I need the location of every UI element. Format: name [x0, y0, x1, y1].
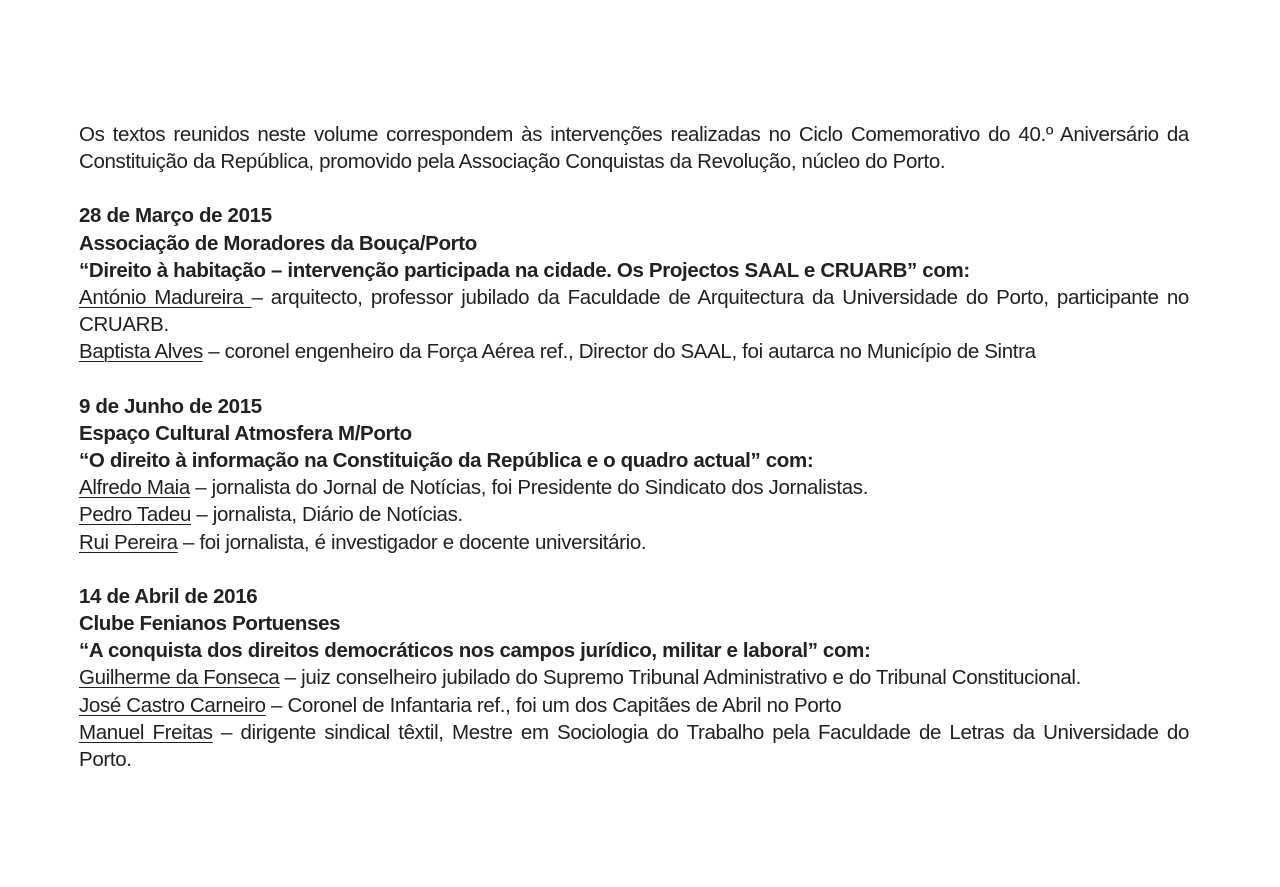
speaker-description: – foi jornalista, é investigador e docente universitário.: [177, 530, 647, 554]
session-date: 14 de Abril de 2016: [79, 584, 258, 608]
speaker-description: – juiz conselheiro jubilado do Supremo Tribunal Administrativo e do Tribunal Constitucional.: [279, 666, 1081, 690]
speaker-name: Baptista Alves: [79, 340, 203, 364]
speaker-entry: [79, 664, 1189, 691]
speaker-name: António Madureira: [79, 286, 252, 310]
speaker-description: – dirigente sindical têxtil, Mestre em Sociologia do Trabalho pela Faculdade de Letras da Universidade do Porto.: [79, 720, 1189, 772]
speaker-entry: [79, 692, 1189, 719]
session-3: [79, 583, 1189, 773]
speaker-entry: [79, 338, 1189, 365]
session-date: 28 de Março de 2015: [79, 204, 272, 228]
speaker-name: Manuel Freitas: [79, 720, 213, 744]
intro-paragraph: Os textos reunidos neste volume correspondem às intervenções realizadas no Ciclo Comemorativo do 40.º Aniversário da Constituição da República, promovido pela Associação Conquistas da Revolução, núcleo do Porto.: [79, 123, 1189, 174]
session-title: “A conquista dos direitos democráticos nos campos jurídico, militar e laboral” com:: [79, 639, 871, 663]
session-title: “O direito à informação na Constituição da República e o quadro actual” com:: [79, 449, 814, 473]
speaker-description: – coronel engenheiro da Força Aérea ref., Director do SAAL, foi autarca no Município de Sintra: [202, 340, 1036, 364]
speaker-entry: [79, 474, 1189, 501]
session-2: [79, 393, 1189, 556]
speaker-description: – Coronel de Infantaria ref., foi um dos Capitães de Abril no Porto: [265, 693, 842, 717]
speaker-name: José Castro Carneiro: [79, 693, 266, 717]
speaker-entry: [79, 529, 1189, 556]
speaker-description: – jornalista, Diário de Notícias.: [191, 503, 463, 527]
speaker-name: Guilherme da Fonseca: [79, 666, 280, 690]
session-venue: Associação de Moradores da Bouça/Porto: [79, 231, 477, 255]
session-venue: Clube Fenianos Portuenses: [79, 612, 341, 636]
session-1: [79, 202, 1189, 365]
session-title: “Direito à habitação – intervenção participada na cidade. Os Projectos SAAL e CRUARB” com:: [79, 258, 970, 282]
speaker-entry: [79, 284, 1189, 338]
speaker-name: Pedro Tadeu: [79, 503, 192, 527]
speaker-entry: [79, 719, 1189, 773]
speaker-name: Rui Pereira: [79, 530, 178, 554]
speaker-name: Alfredo Maia: [79, 476, 190, 500]
session-date: 9 de Junho de 2015: [79, 394, 262, 418]
speaker-description: – jornalista do Jornal de Notícias, foi Presidente do Sindicato dos Jornalistas.: [189, 476, 869, 500]
speaker-entry: [79, 501, 1189, 528]
session-venue: Espaço Cultural Atmosfera M/Porto: [79, 421, 412, 445]
document-page: [79, 121, 1189, 773]
speaker-description: – arquitecto, professor jubilado da Faculdade de Arquitectura da Universidade do Porto, participante no CRUARB.: [79, 286, 1189, 337]
